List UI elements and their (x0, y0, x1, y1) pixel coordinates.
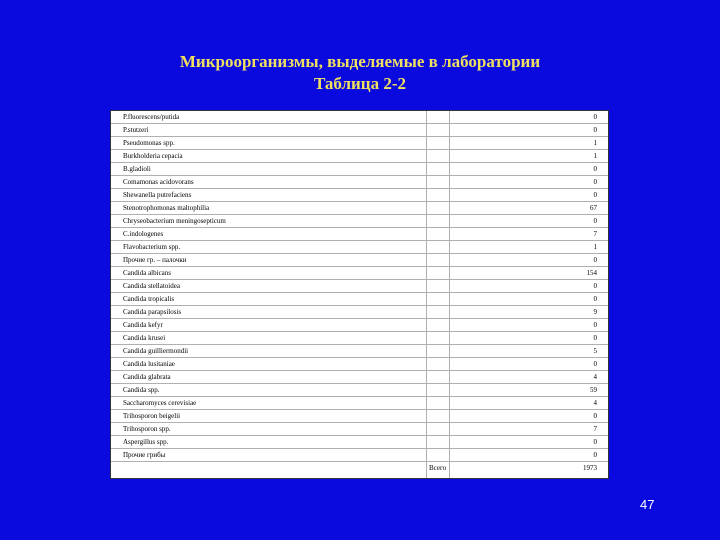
microorganism-table (110, 110, 609, 479)
table-row (111, 215, 608, 228)
table-row (111, 332, 608, 345)
isolate-count: 1 (593, 152, 597, 160)
isolate-count: 9 (593, 308, 597, 316)
isolate-count: 0 (593, 282, 597, 290)
organism-name: Candida krusei (123, 334, 166, 342)
table-row (111, 423, 608, 436)
table-row (111, 280, 608, 293)
organism-name: Candida tropicalis (123, 295, 175, 303)
isolate-count: 0 (593, 126, 597, 134)
isolate-count: 0 (593, 191, 597, 199)
table-row (111, 202, 608, 215)
total-value: 1973 (583, 464, 597, 472)
table-row (111, 189, 608, 202)
table-row (111, 163, 608, 176)
table-caption: Таблица 2-2 (313, 74, 407, 93)
organism-name: Burkholderia cepacia (123, 152, 183, 160)
isolate-count: 59 (590, 386, 597, 394)
organism-name: Aspergillus spp. (123, 438, 169, 446)
isolate-count: 154 (586, 269, 597, 277)
organism-name: Saccharomyces cerevisiae (123, 399, 197, 407)
organism-name: Candida kefyr (123, 321, 163, 329)
table-row (111, 228, 608, 241)
table-row (111, 241, 608, 254)
table-row (111, 176, 608, 189)
organism-name: Trihosporon beigelii (123, 412, 181, 420)
table-row (111, 397, 608, 410)
isolate-count: 1 (593, 139, 597, 147)
isolate-count: 7 (593, 230, 597, 238)
organism-name: Прочие гр. – палочки (123, 256, 187, 264)
isolate-count: 0 (593, 217, 597, 225)
table-row (111, 111, 608, 124)
isolate-count: 0 (593, 438, 597, 446)
table-row (111, 137, 608, 150)
table-row (111, 449, 608, 462)
isolate-count: 1 (593, 243, 597, 251)
organism-name: Stenotrophomonas maltophilia (123, 204, 210, 212)
isolate-count: 5 (593, 347, 597, 355)
table-row (111, 384, 608, 397)
organism-name: Candida guilliermondii (123, 347, 189, 355)
table-row (111, 358, 608, 371)
organism-name: P.fluorescens/putida (123, 113, 180, 121)
table-row (111, 436, 608, 449)
organism-name: Candida glabrata (123, 373, 171, 381)
isolate-count: 0 (593, 451, 597, 459)
organism-name: C.indologenes (123, 230, 164, 238)
organism-name: Прочие грибы (123, 451, 166, 459)
table-row (111, 293, 608, 306)
table-row (111, 150, 608, 163)
total-row (111, 462, 608, 475)
total-label: Всего (429, 464, 447, 472)
organism-name: Candida stellatoidea (123, 282, 180, 290)
isolate-count: 0 (593, 178, 597, 186)
table-row (111, 319, 608, 332)
isolate-count: 0 (593, 360, 597, 368)
organism-name: Candida spp. (123, 386, 160, 394)
table-row (111, 371, 608, 384)
isolate-count: 0 (593, 334, 597, 342)
isolate-count: 4 (593, 373, 597, 381)
organism-name: Flavobacterium spp. (123, 243, 181, 251)
organism-name: Pseudomonas spp. (123, 139, 175, 147)
isolate-count: 4 (593, 399, 597, 407)
page-number: 47 (640, 497, 655, 512)
isolate-count: 0 (593, 113, 597, 121)
organism-name: Chryseobacterium meningosepticum (123, 217, 226, 225)
table-row (111, 254, 608, 267)
organism-name: Trihosporon spp. (123, 425, 171, 433)
isolate-count: 0 (593, 256, 597, 264)
isolate-count: 0 (593, 321, 597, 329)
isolate-count: 0 (593, 295, 597, 303)
organism-name: Candida parapsilosis (123, 308, 182, 316)
isolate-count: 67 (590, 204, 597, 212)
isolate-count: 0 (593, 412, 597, 420)
organism-name: Comamonas acidovorans (123, 178, 194, 186)
organism-name: Candida albicans (123, 269, 172, 277)
slide-title: Микроорганизмы, выделяемые в лаборатории (179, 52, 541, 71)
organism-name: Candida lusitaniae (123, 360, 175, 368)
table-row (111, 267, 608, 280)
table-row (111, 345, 608, 358)
table-row (111, 410, 608, 423)
organism-name: P.stutzeri (123, 126, 149, 134)
organism-name: Shewanella putrefaciens (123, 191, 192, 199)
table-row (111, 124, 608, 137)
organism-name: B.gladioli (123, 165, 151, 173)
isolate-count: 0 (593, 165, 597, 173)
table-row (111, 306, 608, 319)
isolate-count: 7 (593, 425, 597, 433)
